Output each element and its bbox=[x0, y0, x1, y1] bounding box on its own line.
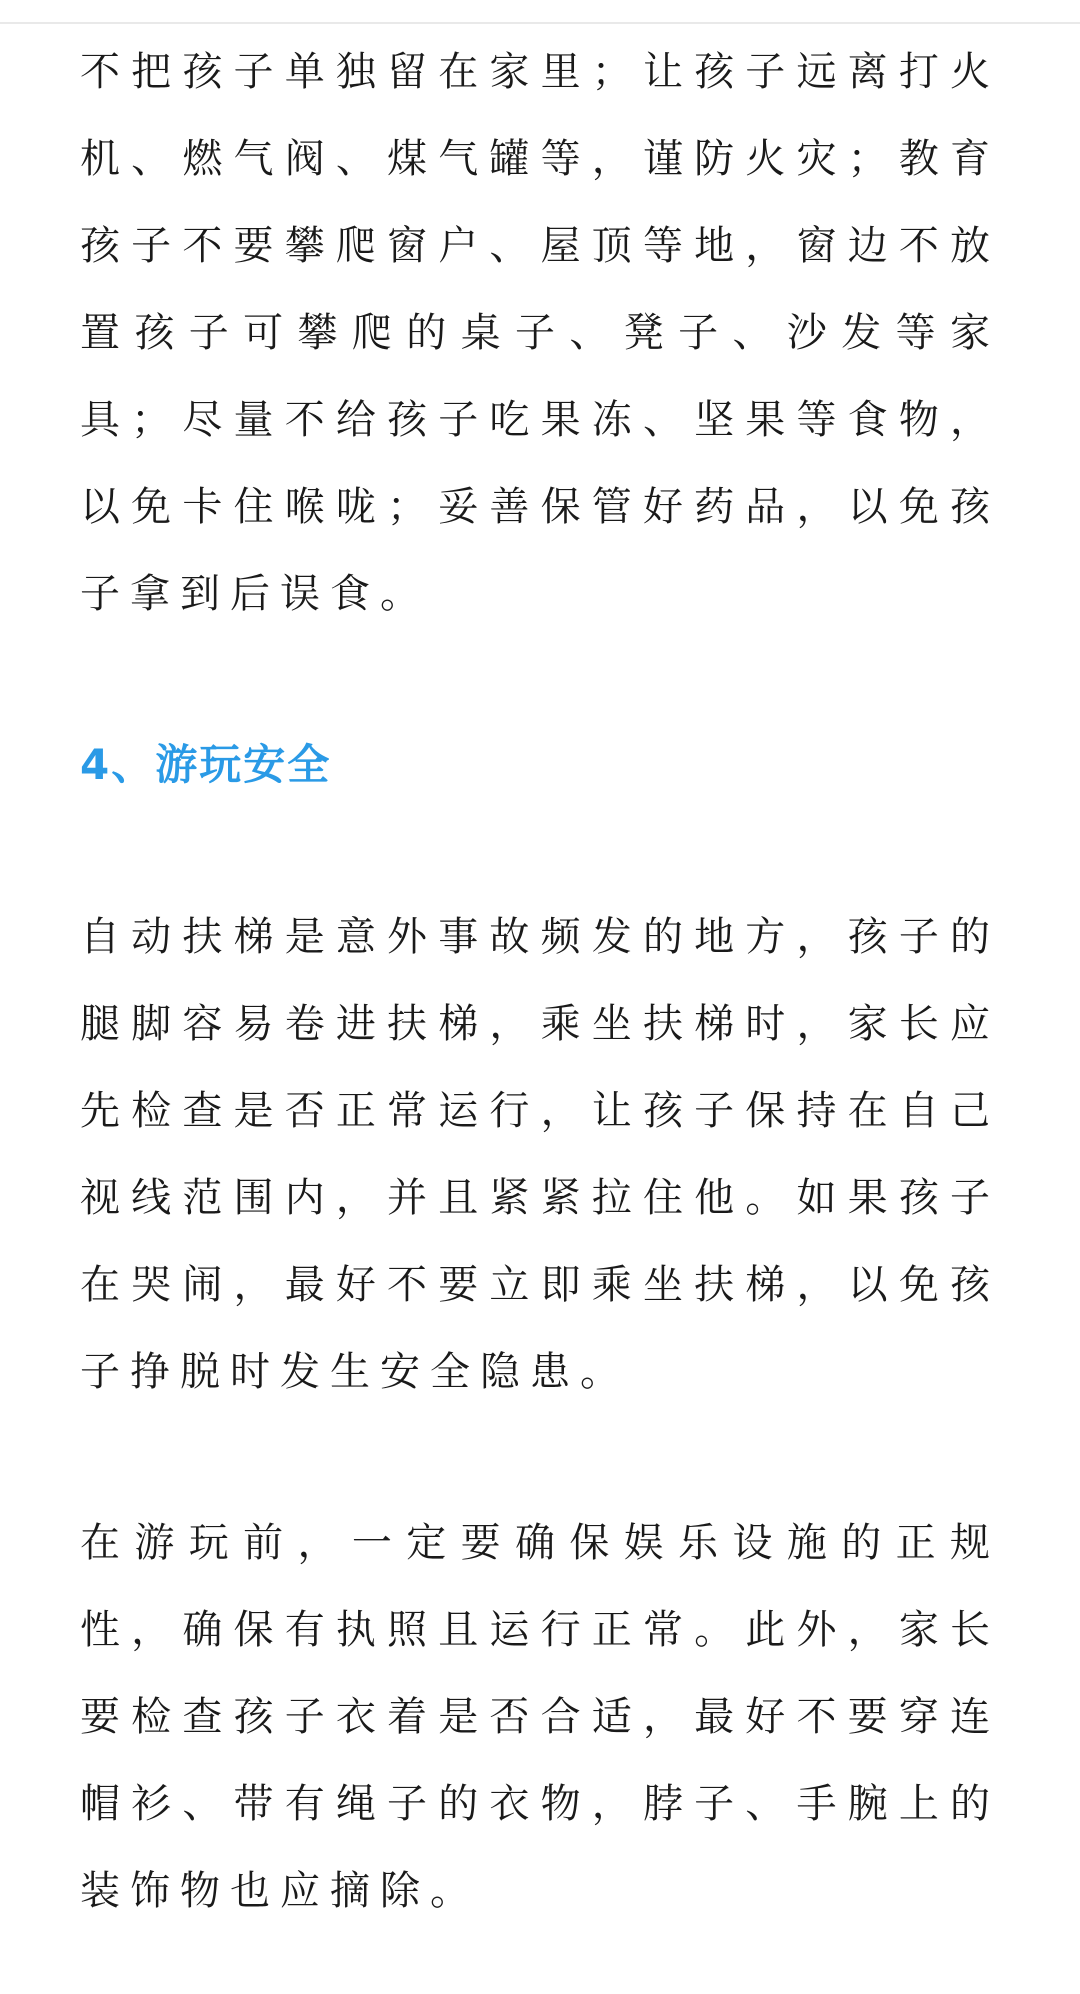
section-title-play-safety: 4、游玩安全 bbox=[80, 740, 332, 789]
paragraph-home-safety: 不把孩子单独留在家里；让孩子远离打火机、燃气阀、煤气罐等，谨防火灾；教育孩子不要攀爬窗户、屋顶等地，窗边不放置孩子可攀爬的桌子、凳子、沙发等家具；尽量不给孩子吃果冻、坚果等食物，以免卡住喉咙；妥善保管好药品，以免孩子拿到后误食。 bbox=[80, 49, 1000, 617]
paragraph-amusement-safety: 在游玩前，一定要确保娱乐设施的正规性，确保有执照且运行正常。此外，家长要检查孩子衣着是否合适，最好不要穿连帽衫、带有绳子的衣物，脖子、手腕上的装饰物也应摘除。 bbox=[80, 1520, 1000, 1914]
paragraph-escalator-safety: 自动扶梯是意外事故频发的地方，孩子的腿脚容易卷进扶梯，乘坐扶梯时，家长应先检查是否正常运行，让孩子保持在自己视线范围内，并且紧紧拉住他。如果孩子在哭闹，最好不要立即乘坐扶梯，以免孩子挣脱时发生安全隐患。 bbox=[80, 914, 1000, 1395]
top-divider bbox=[0, 22, 1080, 24]
